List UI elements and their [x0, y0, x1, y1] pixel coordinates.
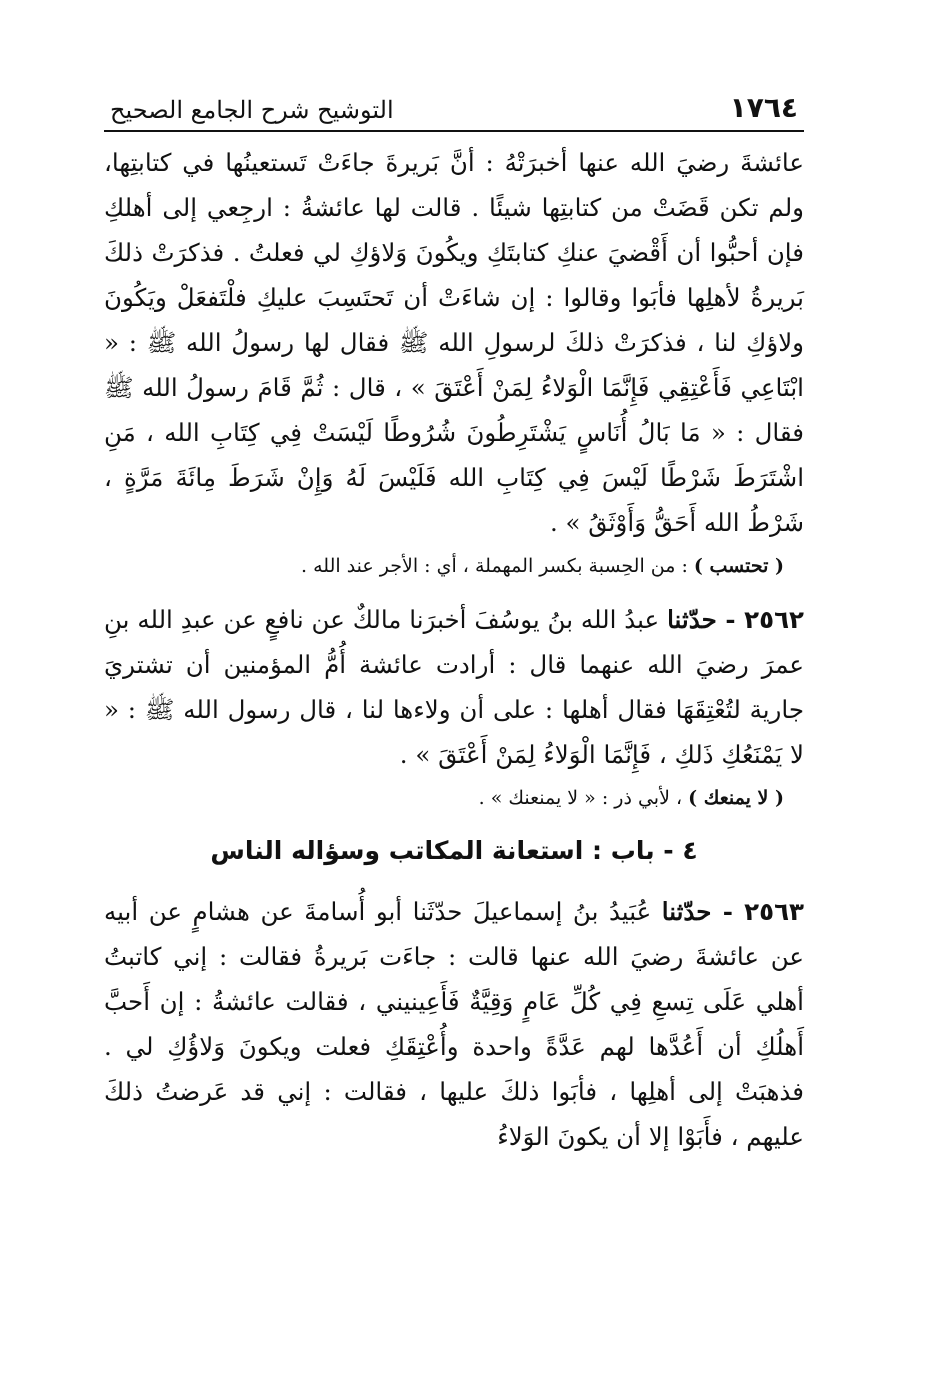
hadith-text: عبدُ الله بنُ يوسُفَ أخبرَنا مالكٌ عن نافعٍ عن عبدِ الله بنِ عمرَ رضيَ الله عنهما قال : أرادت عائشة أُمُّ المؤمنين أن تشتريَ جارية لتُعْتِقَهَا فقال أهلها : على أن ولاءها لنا ، قال رسول الله ﷺ : « لا يَمْنَعُكِ ذَلكِ ، فَإِنَّمَا الْوَلاءُ لِمَنْ أَعْتَقَ » . — [104, 605, 804, 769]
hadith-lead: - حدّثنا — [667, 605, 745, 634]
note-text: ، لأبي ذر : « لا يمنعنك » . — [478, 787, 689, 809]
page-number: ١٧٦٤ — [729, 91, 798, 124]
running-title: التوشيح شرح الجامع الصحيح — [110, 96, 394, 124]
note-term: ( تحتسب ) — [693, 555, 784, 577]
page-header — [104, 84, 804, 124]
commentary-note — [104, 549, 784, 583]
note-text: : من الحِسبة بكسر المهملة ، أي : الأجر عند الله . — [301, 555, 694, 577]
hadith-continuation: عائشةَ رضيَ الله عنها أخبرَتْهُ : أنَّ بَريرةَ جاءَتْ تَستعينُها في كتابتِها، ولم تكن قَضَتْ من كتابتِها شيئًا . قالت لها عائشةُ : ارجِعي إلى أهلكِ فإن أحبُّوا أن أَقْضيَ عنكِ كتابتَكِ ويكُونَ وَلاؤكِ لي فعلتُ . فذكرَتْ ذلكَ بَريرةُ لأهلِها فأبَوا وقالوا : إن شاءَتْ أن تَحتَسِبَ عليكِ فلْتَفعَلْ ويَكُونَ ولاؤكِ لنا ، فذكرَتْ ذلكَ لرسولِ الله ﷺ فقال لها رسولُ الله ﷺ : « ابْتَاعِي فَأَعْتِقِي فَإِنَّمَا الْوَلاءُ لِمَنْ أَعْتَقَ » ، قال : ثُمَّ قَامَ رسولُ الله ﷺ فقال : « مَا بَالُ أُنَاسٍ يَشْتَرِطُونَ شُرُوطًا لَيْسَتْ فِي كِتَابِ الله ، مَنِ اشْتَرَطَ شَرْطًا لَيْسَ فِي كِتَابِ الله فَلَيْسَ لَهُ وَإِنْ شَرَطَ مِائَةَ مَرَّةٍ ، شَرْطُ الله أَحَقُّ وَأَوْثَقُ » . — [104, 148, 804, 537]
chapter-heading: ٤ - باب : استعانة المكاتب وسؤاله الناس — [210, 836, 698, 865]
hadith-number: ٢٥٦٢ — [744, 605, 804, 634]
hadith-2563 — [104, 889, 804, 1159]
commentary-note — [104, 781, 784, 815]
header-rule — [104, 130, 804, 132]
hadith-number: ٢٥٦٣ — [744, 897, 804, 926]
hadith-2562 — [104, 597, 804, 777]
note-term: ( لا يمنعك ) — [688, 787, 784, 809]
book-page — [104, 84, 804, 1159]
hadith-lead: - حدّثنا — [661, 897, 745, 926]
page-body — [104, 140, 804, 1159]
hadith-text: عُبَيدُ بنُ إسماعيلَ حدّثَنا أبو أُسامةَ عن هشامٍ عن أبيه عن عائشةَ رضيَ الله عنها قالت : جاءَت بَريرةُ فقالت : إني كاتبتُ أهلي عَلَى تِسعِ فِي كُلِّ عَامٍ وَقِيَّةٌ فَأَعِينيني ، فقالت عائشةُ : إن أَحبَّ أَهلُكِ أن أَعُدَّها لهم عَدَّةً واحدة وأُعْتِقَكِ فعلت ويكونَ وَلاؤُكِ لي . فذهبَتْ إلى أهلِها ، فأبَوا ذلكَ عليها ، فقالت : إني قد عَرضتُ ذلكَ عليهم ، فأَبَوْا إلا أن يكونَ الوَلاءُ — [104, 897, 804, 1151]
